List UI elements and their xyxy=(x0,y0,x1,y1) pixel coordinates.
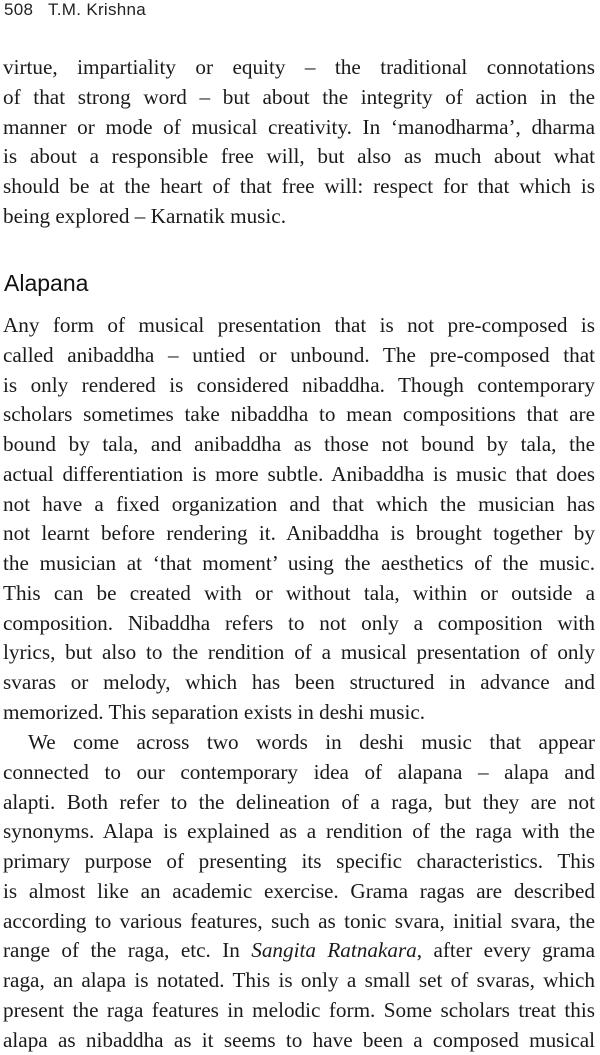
text-line-with-title xyxy=(3,936,595,966)
text-line: lyrics, but also to the rendition of a musical presentation of only xyxy=(3,638,595,668)
text-line: alapti. Both refer to the delineation of a raga, but they are not xyxy=(3,788,595,818)
text-line: of that strong word – but about the integrity of action in the xyxy=(3,83,595,113)
text-line: is only rendered is considered nibaddha. Though contemporary xyxy=(3,371,595,401)
text-line: This can be created with or without tala, within or outside a xyxy=(3,579,595,609)
text-line: manner or mode of musical creativity. In ‘manodharma’, dharma xyxy=(3,113,595,143)
text-line: svaras or melody, which has been structured in advance and xyxy=(3,668,595,698)
text-line: called anibaddha – untied or unbound. The pre-composed that xyxy=(3,341,595,371)
text-line: virtue, impartiality or equity – the traditional connotations xyxy=(3,53,595,83)
book-title: Sangita Ratnakara xyxy=(251,938,417,962)
text-line: actual differentiation is more subtle. Anibaddha is music that does xyxy=(3,460,595,490)
text-line: is almost like an academic exercise. Grama ragas are described xyxy=(3,877,595,907)
text-line: according to various features, such as tonic svara, initial svara, the xyxy=(3,907,595,937)
text-line: We come across two words in deshi music that appear xyxy=(3,728,595,758)
text-line: being explored – Karnatik music. xyxy=(3,202,595,232)
text-line: memorized. This separation exists in deshi music. xyxy=(3,698,595,728)
text-line: raga, an alapa is notated. This is only a small set of svaras, which xyxy=(3,966,595,996)
page-number: 508 xyxy=(4,0,33,19)
text-line: not have a fixed organization and that which the musician has xyxy=(3,490,595,520)
paragraph-continuation xyxy=(3,53,595,232)
text-line: the musician at ‘that moment’ using the aesthetics of the music. xyxy=(3,549,595,579)
text-fragment: , after every grama xyxy=(417,938,595,962)
text-line: Any form of musical presentation that is not pre-composed is xyxy=(3,311,595,341)
section-heading: Alapana xyxy=(4,268,88,298)
author-name: T.M. Krishna xyxy=(48,0,146,19)
text-line: scholars sometimes take nibaddha to mean compositions that are xyxy=(3,400,595,430)
text-line: alapa as nibaddha as it seems to have been a composed musical xyxy=(3,1026,595,1055)
text-line: bound by tala, and anibaddha as those not bound by tala, the xyxy=(3,430,595,460)
text-line: not learnt before rendering it. Anibaddha is brought together by xyxy=(3,519,595,549)
running-header xyxy=(4,0,146,20)
text-line: synonyms. Alapa is explained as a rendition of the raga with the xyxy=(3,817,595,847)
text-line: present the raga features in melodic form. Some scholars treat this xyxy=(3,996,595,1026)
paragraph-alapa xyxy=(3,728,595,1055)
text-line: should be at the heart of that free will: respect for that which is xyxy=(3,172,595,202)
text-line: connected to our contemporary idea of alapana – alapa and xyxy=(3,758,595,788)
paragraph-anibaddha xyxy=(3,311,595,728)
text-fragment: range of the raga, etc. In xyxy=(3,938,251,962)
text-line: composition. Nibaddha refers to not only a composition with xyxy=(3,609,595,639)
text-line: primary purpose of presenting its specific characteristics. This xyxy=(3,847,595,877)
text-line: is about a responsible free will, but also as much about what xyxy=(3,142,595,172)
